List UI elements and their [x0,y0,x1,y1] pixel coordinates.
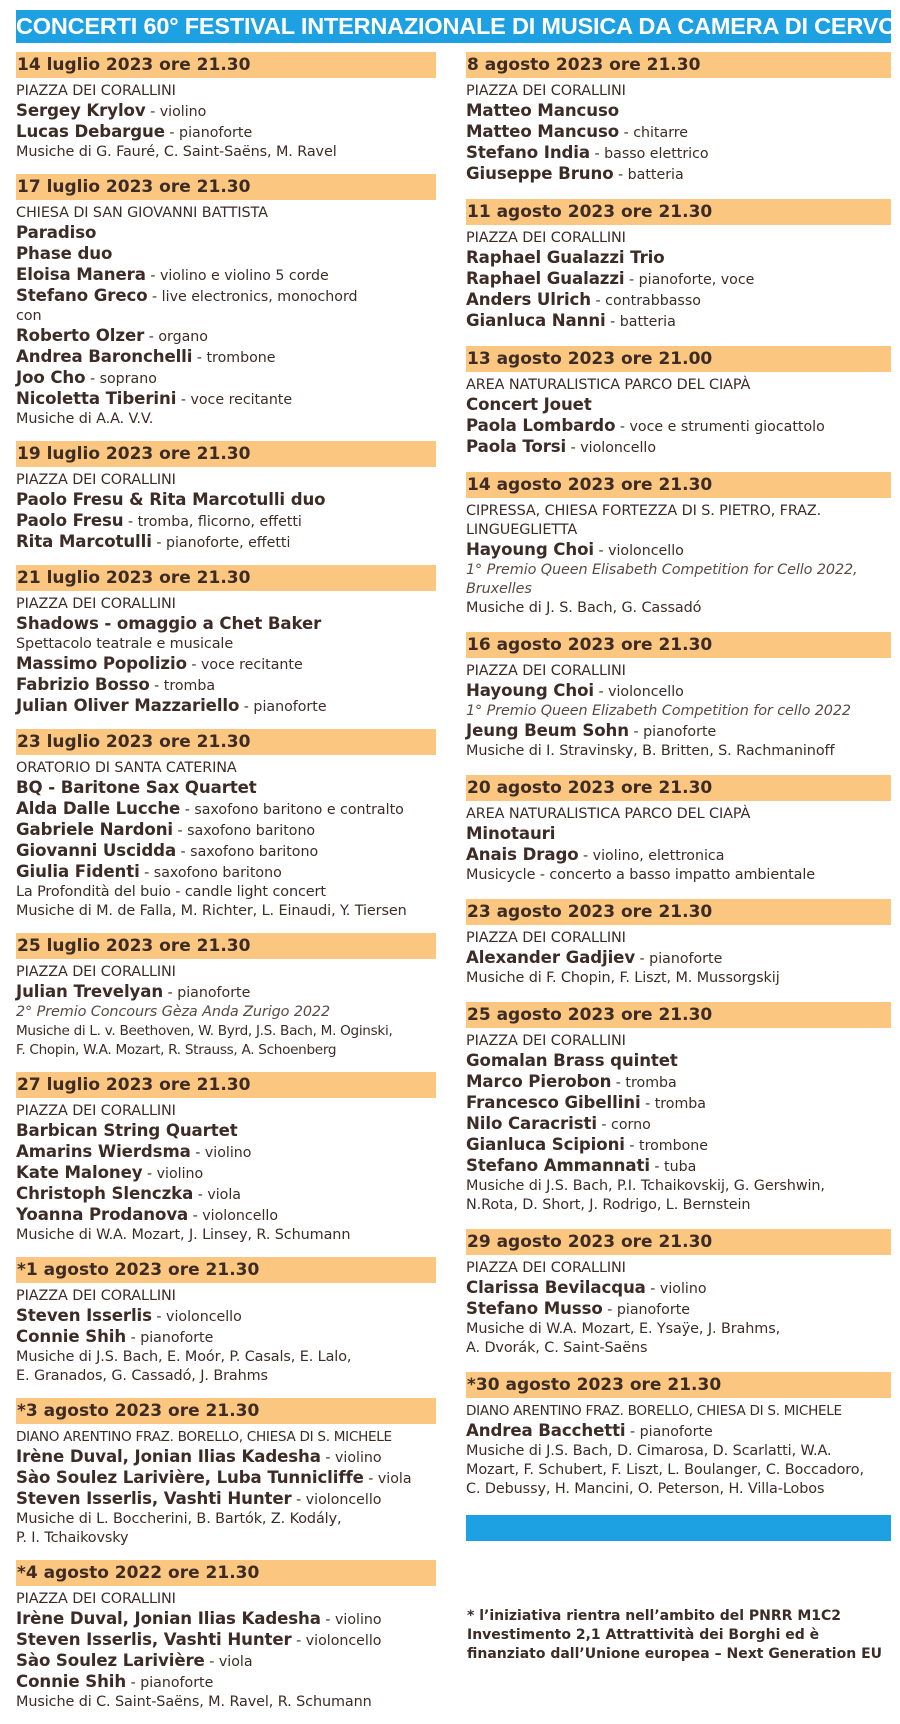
performer-role: - viola [363,1471,412,1487]
performer-role: - violino, elettronica [578,848,725,864]
info-line: PIAZZA DEI CORALLINI [16,472,176,488]
performer-name: Lucas Debargue [16,122,165,141]
award-note: 1° Premio Queen Elizabeth Competition for cello 2022 [466,703,851,719]
performer-line [16,778,436,799]
performer-line [466,1156,891,1177]
concert-date: *1 agosto 2023 ore 21.30 [16,1257,436,1283]
info-line: PIAZZA DEI CORALLINI [466,663,626,679]
concert-date: 25 agosto 2023 ore 21.30 [466,1002,891,1028]
info-line: Mozart, F. Schubert, F. Liszt, L. Boulanger, C. Boccadoro, [466,1462,864,1478]
performer-name: Fabrizio Bosso [16,675,150,694]
performer-line [16,841,436,862]
performer-role: - live electronics, monochord [147,289,358,305]
performer-name: Irène Duval, Jonian Ilias Kadesha [16,1609,321,1628]
concert-event [16,441,436,553]
performer-role: - pianoforte, effetti [151,535,291,551]
footnote-line: finanziato dall’Unione europea – Next Generation EU [467,1646,882,1662]
info-line: Spettacolo teatrale e musicale [16,636,234,652]
performer-role: - organo [144,329,208,345]
performer-role: - viola [193,1187,241,1203]
concert-date: 23 luglio 2023 ore 21.30 [16,729,436,755]
concert-event [466,346,891,458]
performer-role: - violino [320,1612,382,1628]
performer-name: Christoph Slenczka [16,1184,194,1203]
performer-name: Hayoung Choi [466,540,594,559]
info-line: CIPRESSA, CHIESA FORTEZZA DI S. PIETRO, FRAZ. [466,503,822,519]
info-line: Musiche di F. Chopin, F. Liszt, M. Mussorgskij [466,970,780,986]
performer-name: Jeung Beum Sohn [466,721,629,740]
performer-line [16,511,436,532]
performer-role: - violino [145,104,207,120]
performer-role: - saxofono baritono [173,823,316,839]
performer-name: Anais Drago [466,845,579,864]
performer-name: Alexander Gadjiev [466,948,636,967]
performer-role: - batteria [605,314,676,330]
performer-line [466,416,891,437]
performer-role: - pianoforte [602,1302,690,1318]
concert-event [466,472,891,618]
info-line: con [16,308,42,324]
concert-date: 20 agosto 2023 ore 21.30 [466,775,891,801]
info-line: DIANO ARENTINO FRAZ. BORELLO, CHIESA DI S. MICHELE [466,1403,842,1419]
info-line: LINGUEGLIETTA [466,522,578,538]
performer-line [466,437,891,458]
performer-name: Kate Maloney [16,1163,143,1182]
performer-name: Andrea Bacchetti [466,1421,626,1440]
performer-line [466,248,891,269]
performer-name: BQ - Baritone Sax Quartet [16,778,257,797]
concert-event [466,775,891,885]
performer-name: Amarins Wierdsma [16,1142,191,1161]
performer-line [16,696,436,717]
performer-name: Julian Trevelyan [16,982,164,1001]
performer-name: Phase duo [16,244,113,263]
performer-line [16,265,436,286]
performer-line [16,1447,436,1468]
performer-role: - violoncello [566,440,657,456]
concert-date: 16 agosto 2023 ore 21.30 [466,632,891,658]
performer-name: Gianluca Scipioni [466,1135,625,1154]
info-line: PIAZZA DEI CORALLINI [466,230,626,246]
performer-name: Julian Oliver Mazzariello [16,696,240,715]
concert-date: *3 agosto 2023 ore 21.30 [16,1398,436,1424]
performer-name: Alda Dalle Lucche [16,799,181,818]
performer-line [16,1630,436,1651]
performer-role: - pianoforte [628,724,717,740]
concert-date: 8 agosto 2023 ore 21.30 [466,52,891,78]
performer-name: Connie Shih [16,1327,127,1346]
info-line: PIAZZA DEI CORALLINI [466,1033,626,1049]
performer-name: Irène Duval, Jonian Ilias Kadesha [16,1447,321,1466]
info-line: PIAZZA DEI CORALLINI [466,83,626,99]
performer-role: - violoncello [291,1492,382,1508]
performer-line [466,164,891,185]
performer-line [466,1421,891,1442]
performer-line [16,982,436,1003]
info-line: Musiche di J.S. Bach, E. Moór, P. Casals, E. Lalo, [16,1349,352,1365]
performer-line [466,540,891,561]
performer-name: Giovanni Uscidda [16,841,177,860]
concert-date: *4 agosto 2022 ore 21.30 [16,1560,436,1586]
performer-role: - soprano [85,371,157,387]
info-line: PIAZZA DEI CORALLINI [16,83,176,99]
info-line: Musiche di L. v. Beethoven, W. Byrd, J.S. Bach, M. Oginski, [16,1023,393,1039]
info-line: E. Granados, G. Cassadó, J. Brahms [16,1368,268,1384]
performer-name: Stefano Musso [466,1299,603,1318]
performer-name: Steven Isserlis [16,1306,152,1325]
performer-role: - trombone [624,1138,709,1154]
performer-role: - violino e violino 5 corde [145,268,329,284]
concert-date: 14 luglio 2023 ore 21.30 [16,52,436,78]
concert-event [16,1398,436,1548]
concert-event [466,1229,891,1358]
left-column [16,52,436,1724]
performer-name: Matteo Mancuso [466,101,620,120]
performer-role: - saxofono baritono [139,865,282,881]
performer-name: Yoanna Prodanova [16,1205,189,1224]
performer-line [466,395,891,416]
performer-line [16,614,436,635]
performer-name: Stefano India [466,143,590,162]
performer-name: Joo Cho [16,368,86,387]
concert-date: 19 luglio 2023 ore 21.30 [16,441,436,467]
performer-line [16,368,436,389]
performer-role: - violoncello [291,1633,382,1649]
footnote-line: Investimento 2,1 Attrattività dei Borghi ed è [467,1627,820,1643]
concert-event [16,1257,436,1386]
performer-name: Giuseppe Bruno [466,164,614,183]
performer-name: Stefano Greco [16,286,148,305]
performer-role: - pianoforte [126,1330,214,1346]
performer-role: - tromba, flicorno, effetti [123,514,302,530]
performer-name: Minotauri [466,824,556,843]
performer-line [16,1327,436,1348]
performer-name: Anders Ulrich [466,290,592,309]
concert-event [16,174,436,429]
info-line: Musiche di J.S. Bach, P.I. Tchaikovskij, G. Gershwin, [466,1178,825,1194]
performer-role: - saxofono baritono e contralto [180,802,404,818]
info-line: Musiche di I. Stravinsky, B. Britten, S. Rachmaninoff [466,743,835,759]
performer-role: - pianoforte [163,985,251,1001]
performer-role: - contrabbasso [591,293,701,309]
performer-name: Sào Soulez Larivière [16,1651,205,1670]
performer-role: - pianoforte [625,1424,713,1440]
info-line: A. Dvorák, C. Saint-Saëns [466,1340,648,1356]
concert-date: 14 agosto 2023 ore 21.30 [466,472,891,498]
performer-name: Paola Lombardo [466,416,616,435]
concert-date: 13 agosto 2023 ore 21.00 [466,346,891,372]
performer-name: Gomalan Brass quintet [466,1051,678,1070]
performer-line [16,389,436,410]
performer-line [16,654,436,675]
performer-line [16,122,436,143]
info-line: CHIESA DI SAN GIOVANNI BATTISTA [16,205,268,221]
performer-line [466,948,891,969]
performer-name: Nicoletta Tiberini [16,389,177,408]
performer-name: Sergey Krylov [16,101,146,120]
performer-role: - corno [596,1117,651,1133]
info-line: Musicycle - concerto a basso impatto ambientale [466,867,816,883]
performer-role: - voce recitante [176,392,293,408]
performer-name: Steven Isserlis, Vashti Hunter [16,1489,292,1508]
performer-name: Paolo Fresu [16,511,124,530]
performer-name: Nilo Caracristi [466,1114,597,1133]
info-line: Musiche di C. Saint-Saëns, M. Ravel, R. Schumann [16,1694,372,1710]
performer-line [466,290,891,311]
right-column [466,52,891,1513]
performer-role: - violino [645,1281,707,1297]
concert-date: 23 agosto 2023 ore 21.30 [466,899,891,925]
concert-event [466,199,891,332]
performer-role: - violino [190,1145,252,1161]
performer-line [16,1163,436,1184]
performer-role: - violino [142,1166,204,1182]
performer-name: Gianluca Nanni [466,311,606,330]
performer-line [16,490,436,511]
performer-role: - pianoforte [239,699,327,715]
info-line: AREA NATURALISTICA PARCO DEL CIAPÀ [466,377,751,393]
concert-event [466,52,891,185]
performer-role: - pianoforte [635,951,723,967]
performer-line [16,286,436,307]
info-line: F. Chopin, W.A. Mozart, R. Strauss, A. Schoenberg [16,1042,337,1058]
performer-role: - violoncello [593,684,684,700]
performer-line [16,1184,436,1205]
performer-line [16,347,436,368]
performer-name: Paradiso [16,223,97,242]
performer-line [466,824,891,845]
performer-line [466,101,891,122]
performer-name: Gabriele Nardoni [16,820,173,839]
performer-role: - tuba [649,1159,697,1175]
performer-role: - pianoforte [126,1675,214,1691]
performer-name: Andrea Baronchelli [16,347,193,366]
performer-role: - voce e strumenti giocattolo [615,419,825,435]
performer-line [16,1142,436,1163]
concert-date: *30 agosto 2023 ore 21.30 [466,1372,891,1398]
info-line: ORATORIO DI SANTA CATERINA [16,760,237,776]
performer-name: Raphael Gualazzi [466,269,625,288]
performer-line [466,122,891,143]
concert-date: 11 agosto 2023 ore 21.30 [466,199,891,225]
performer-name: Hayoung Choi [466,681,594,700]
info-line: PIAZZA DEI CORALLINI [466,1260,626,1276]
concert-event [466,899,891,988]
performer-name: Massimo Popolizio [16,654,187,673]
info-line: Musiche di J. S. Bach, G. Cassadó [466,600,702,616]
info-line: Musiche di M. de Falla, M. Richter, L. Einaudi, Y. Tiersen [16,903,407,919]
festival-title-banner: CONCERTI 60° FESTIVAL INTERNAZIONALE DI MUSICA DA CAMERA DI CERVO [16,10,891,43]
performer-line [466,845,891,866]
concert-date: 25 luglio 2023 ore 21.30 [16,933,436,959]
performer-name: Connie Shih [16,1672,127,1691]
performer-line [466,721,891,742]
performer-line [466,269,891,290]
blue-divider-bar [466,1515,891,1541]
concert-event [466,632,891,761]
performer-role: - trombone [192,350,276,366]
performer-line [466,681,891,702]
info-line: PIAZZA DEI CORALLINI [16,1288,176,1304]
performer-name: Roberto Olzer [16,326,145,345]
pnrr-footnote [467,1607,892,1664]
info-line: AREA NATURALISTICA PARCO DEL CIAPÀ [466,806,751,822]
info-line: Musiche di J.S. Bach, D. Cimarosa, D. Scarlatti, W.A. [466,1443,832,1459]
performer-line [466,1114,891,1135]
performer-name: Stefano Ammannati [466,1156,650,1175]
performer-role: - chitarre [619,125,689,141]
info-line: Musiche di G. Fauré, C. Saint-Saëns, M. Ravel [16,144,337,160]
performer-line [16,820,436,841]
concert-date: 17 luglio 2023 ore 21.30 [16,174,436,200]
info-line: PIAZZA DEI CORALLINI [16,1103,176,1119]
performer-line [16,1121,436,1142]
performer-line [466,1299,891,1320]
concert-event [466,1372,891,1499]
info-line: PIAZZA DEI CORALLINI [16,596,176,612]
performer-role: - violino [320,1450,382,1466]
performer-line [16,244,436,265]
info-line: PIAZZA DEI CORALLINI [16,1591,176,1607]
performer-name: Raphael Gualazzi Trio [466,248,665,267]
performer-role: - viola [204,1654,253,1670]
performer-role: - pianoforte [164,125,253,141]
footnote-line: * l’iniziativa rientra nell’ambito del PNRR M1C2 [467,1608,842,1624]
performer-line [16,799,436,820]
performer-line [466,1072,891,1093]
info-line: Musiche di A.A. V.V. [16,411,154,427]
performer-role: - tromba [611,1075,677,1091]
performer-line [16,675,436,696]
performer-name: Clarissa Bevilacqua [466,1278,646,1297]
performer-name: Concert Jouet [466,395,592,414]
concert-event [16,1072,436,1245]
performer-line [16,1489,436,1510]
concert-event [16,565,436,717]
performer-role: - violoncello [151,1309,242,1325]
info-line: N.Rota, D. Short, J. Rodrigo, L. Bernstein [466,1197,751,1213]
info-line: PIAZZA DEI CORALLINI [16,964,176,980]
performer-name: Sào Soulez Larivière, Luba Tunnicliffe [16,1468,364,1487]
concert-event [466,1002,891,1215]
performer-role: - tromba [640,1096,706,1112]
concert-event [16,1560,436,1712]
performer-line [16,1609,436,1630]
performer-line [16,326,436,347]
performer-name: Barbican String Quartet [16,1121,238,1140]
performer-line [16,101,436,122]
performer-line [466,1278,891,1299]
performer-name: Giulia Fidenti [16,862,140,881]
performer-name: Paolo Fresu & Rita Marcotulli duo [16,490,326,509]
performer-line [466,143,891,164]
performer-line [16,1651,436,1672]
info-line: Musiche di W.A. Mozart, J. Linsey, R. Schumann [16,1227,351,1243]
concert-event [16,933,436,1060]
info-line: Musiche di W.A. Mozart, E. Ysaÿe, J. Brahms, [466,1321,781,1337]
performer-line [16,1468,436,1489]
info-line: PIAZZA DEI CORALLINI [466,930,626,946]
performer-role: - voce recitante [186,657,303,673]
award-note: Bruxelles [466,581,532,597]
performer-role: - pianoforte, voce [624,272,755,288]
performer-line [16,223,436,244]
performer-name: Rita Marcotulli [16,532,152,551]
concert-date: 27 luglio 2023 ore 21.30 [16,1072,436,1098]
concert-event [16,52,436,162]
performer-line [466,1135,891,1156]
info-line: Musiche di L. Boccherini, B. Bartók, Z. Kodály, [16,1511,342,1527]
performer-line [16,862,436,883]
award-note: 1° Premio Queen Elisabeth Competition for Cello 2022, [466,562,858,578]
info-line: C. Debussy, H. Mancini, O. Peterson, H. Villa-Lobos [466,1481,825,1497]
performer-role: - violoncello [188,1208,279,1224]
performer-line [16,532,436,553]
concert-event [16,729,436,921]
performer-role: - violoncello [593,543,684,559]
performer-role: - basso elettrico [590,146,709,162]
info-line: P. I. Tchaikovsky [16,1530,129,1546]
performer-line [466,1093,891,1114]
performer-name: Marco Pierobon [466,1072,612,1091]
performer-name: Matteo Mancuso [466,122,620,141]
award-note: 2° Premio Concours Gèza Anda Zurigo 2022 [16,1004,331,1020]
performer-line [466,311,891,332]
performer-role: - tromba [149,678,216,694]
concert-date: 21 luglio 2023 ore 21.30 [16,565,436,591]
performer-role: - batteria [613,167,684,183]
performer-name: Steven Isserlis, Vashti Hunter [16,1630,292,1649]
performer-name: Francesco Gibellini [466,1093,641,1112]
info-line: La Profondità del buio - candle light concert [16,884,326,900]
performer-line [16,1672,436,1693]
info-line: DIANO ARENTINO FRAZ. BORELLO, CHIESA DI S. MICHELE [16,1429,392,1445]
performer-name: Shadows - omaggio a Chet Baker [16,614,322,633]
performer-line [466,1051,891,1072]
concert-date: 29 agosto 2023 ore 21.30 [466,1229,891,1255]
performer-name: Paola Torsi [466,437,567,456]
performer-line [16,1306,436,1327]
performer-role: - saxofono baritono [176,844,319,860]
performer-name: Eloisa Manera [16,265,146,284]
performer-line [16,1205,436,1226]
